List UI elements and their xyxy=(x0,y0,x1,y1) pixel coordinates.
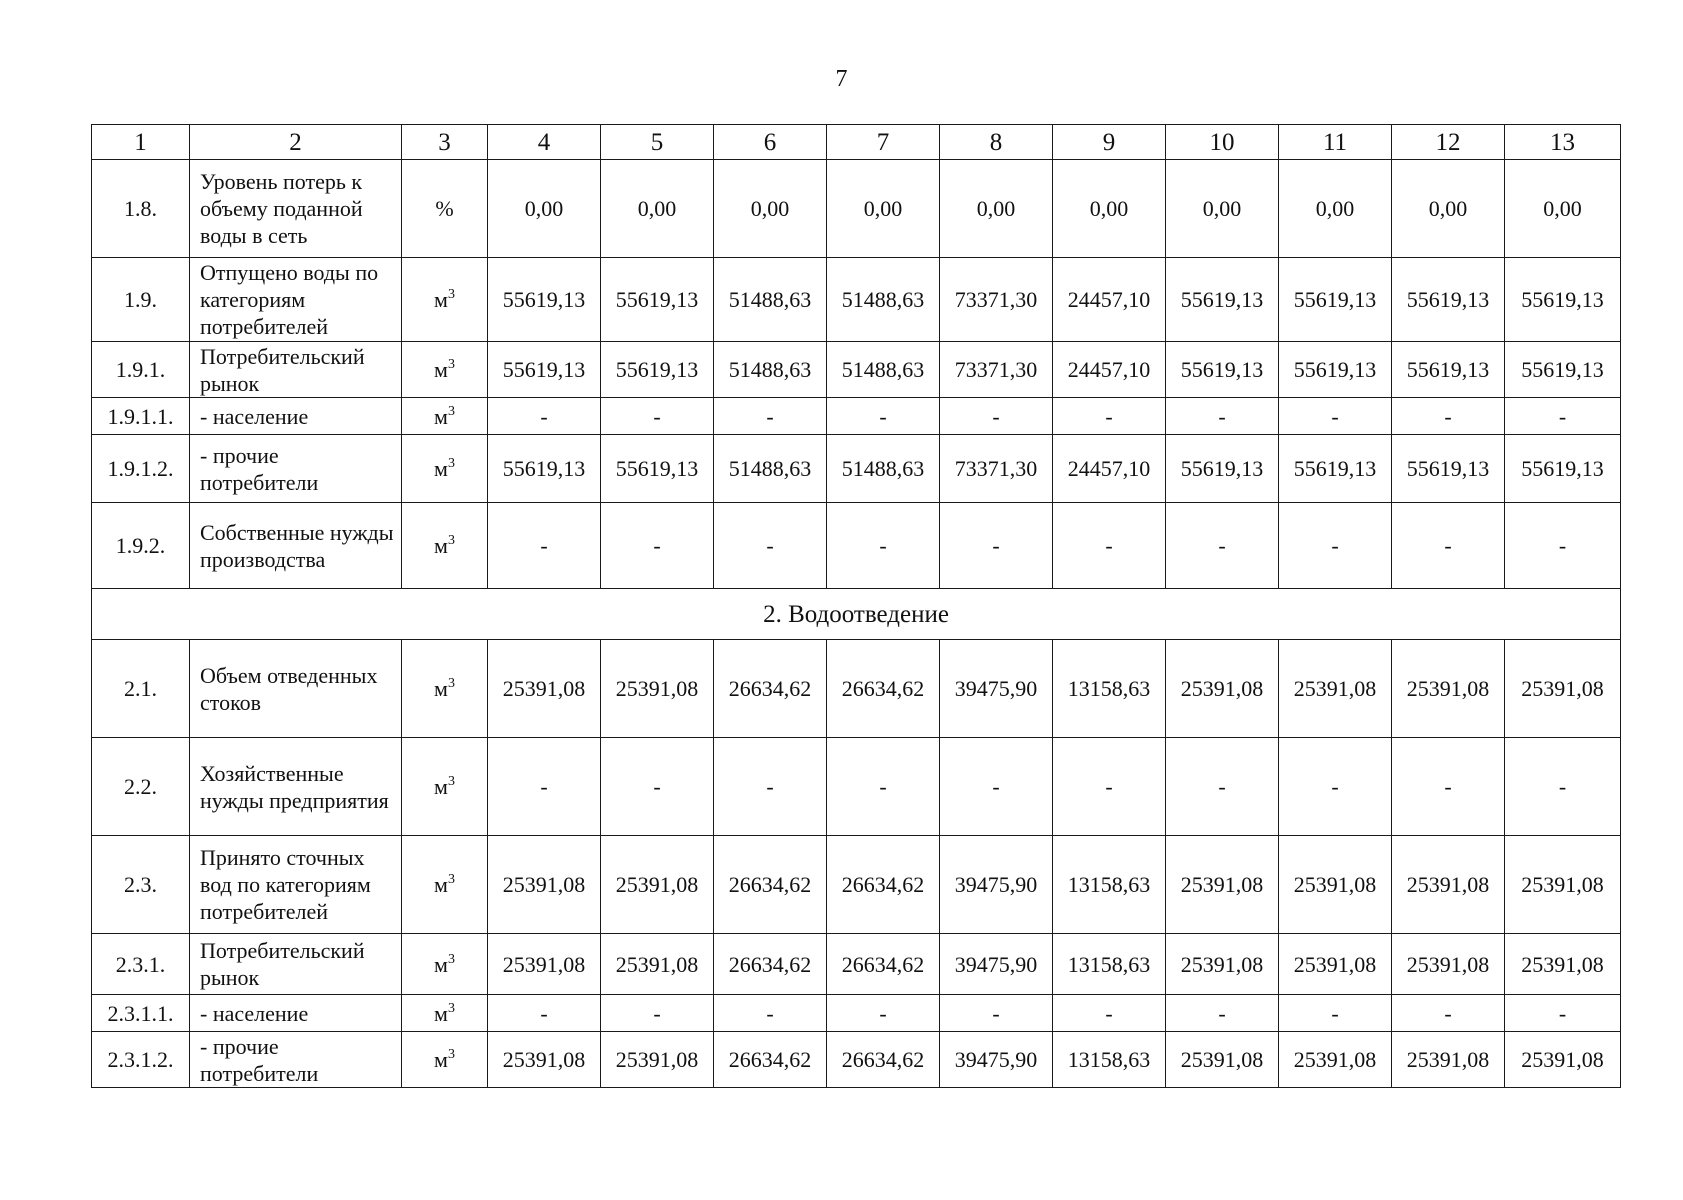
value-cell: - xyxy=(1166,503,1279,589)
unit-base: м xyxy=(434,951,448,977)
unit-exponent: 3 xyxy=(447,1047,455,1062)
value-cell: 0,00 xyxy=(714,160,827,258)
value-cell: 25391,08 xyxy=(1505,934,1621,995)
value-cell: - xyxy=(714,398,827,435)
column-number: 5 xyxy=(601,125,714,160)
value-cell: - xyxy=(940,738,1053,836)
value-cell: - xyxy=(1166,398,1279,435)
value-cell: - xyxy=(1166,995,1279,1032)
column-number: 11 xyxy=(1279,125,1392,160)
value-cell: - xyxy=(1053,503,1166,589)
row-code: 2.1. xyxy=(92,640,190,738)
value-cell: 13158,63 xyxy=(1053,1032,1166,1088)
row-code: 2.3.1.1. xyxy=(92,995,190,1032)
value-cell: 25391,08 xyxy=(601,1032,714,1088)
value-cell: 13158,63 xyxy=(1053,640,1166,738)
value-cell: - xyxy=(1505,738,1621,836)
unit-base: м xyxy=(434,456,448,481)
table-row xyxy=(92,398,1621,435)
unit-exponent: 3 xyxy=(447,456,455,471)
indicator-name: Уровень потерь к объему поданной воды в сеть xyxy=(190,160,402,258)
value-cell: 24457,10 xyxy=(1053,258,1166,342)
value-cell: - xyxy=(827,503,940,589)
value-cell: 0,00 xyxy=(1392,160,1505,258)
value-cell: 25391,08 xyxy=(1166,1032,1279,1088)
table-body xyxy=(92,125,1621,1088)
value-cell: 0,00 xyxy=(940,160,1053,258)
value-cell: 25391,08 xyxy=(1392,640,1505,738)
unit-cell xyxy=(402,435,488,503)
value-cell: 25391,08 xyxy=(601,640,714,738)
value-cell: - xyxy=(1053,738,1166,836)
value-cell: - xyxy=(1505,503,1621,589)
column-number: 4 xyxy=(488,125,601,160)
value-cell: 13158,63 xyxy=(1053,934,1166,995)
value-cell: 25391,08 xyxy=(1505,640,1621,738)
value-cell: 25391,08 xyxy=(1279,1032,1392,1088)
value-cell: 25391,08 xyxy=(488,934,601,995)
row-code: 1.8. xyxy=(92,160,190,258)
column-number: 13 xyxy=(1505,125,1621,160)
table-row xyxy=(92,342,1621,398)
value-cell: 39475,90 xyxy=(940,1032,1053,1088)
value-cell: 25391,08 xyxy=(1166,836,1279,934)
value-cell: 51488,63 xyxy=(714,342,827,398)
value-cell: - xyxy=(827,995,940,1032)
row-code: 2.3.1. xyxy=(92,934,190,995)
table-row xyxy=(92,1032,1621,1088)
indicator-name: Потребительский рынок xyxy=(190,934,402,995)
value-cell: 55619,13 xyxy=(1166,342,1279,398)
value-cell: - xyxy=(1053,995,1166,1032)
value-cell: 73371,30 xyxy=(940,435,1053,503)
value-cell: 25391,08 xyxy=(1279,640,1392,738)
page-number: 7 xyxy=(835,66,848,92)
value-cell: 0,00 xyxy=(1053,160,1166,258)
table-row xyxy=(92,738,1621,836)
row-code: 2.3.1.2. xyxy=(92,1032,190,1088)
value-cell: 25391,08 xyxy=(1392,836,1505,934)
value-cell: 55619,13 xyxy=(1392,258,1505,342)
unit-cell xyxy=(402,934,488,995)
value-cell: 0,00 xyxy=(488,160,601,258)
value-cell: 55619,13 xyxy=(488,435,601,503)
indicator-name: - население xyxy=(190,398,402,435)
value-cell: - xyxy=(1279,738,1392,836)
indicator-name: Собственные нужды производства xyxy=(190,503,402,589)
value-cell: 25391,08 xyxy=(1166,934,1279,995)
value-cell: - xyxy=(1279,398,1392,435)
unit-base: м xyxy=(434,533,448,558)
value-cell: - xyxy=(827,398,940,435)
row-code: 1.9.1.1. xyxy=(92,398,190,435)
column-number: 9 xyxy=(1053,125,1166,160)
value-cell: 25391,08 xyxy=(601,836,714,934)
unit-cell xyxy=(402,738,488,836)
table-row xyxy=(92,503,1621,589)
value-cell: - xyxy=(714,738,827,836)
value-cell: 24457,10 xyxy=(1053,435,1166,503)
table-row xyxy=(92,435,1621,503)
value-cell: 25391,08 xyxy=(1392,934,1505,995)
unit-base: м xyxy=(434,1000,448,1026)
value-cell: 39475,90 xyxy=(940,640,1053,738)
value-cell: 55619,13 xyxy=(1166,435,1279,503)
value-cell: 55619,13 xyxy=(488,342,601,398)
value-cell: - xyxy=(1392,398,1505,435)
value-cell: 26634,62 xyxy=(714,934,827,995)
value-cell: - xyxy=(940,503,1053,589)
value-cell: 25391,08 xyxy=(1166,640,1279,738)
value-cell: - xyxy=(488,995,601,1032)
row-code: 1.9.2. xyxy=(92,503,190,589)
indicator-name: Отпущено воды по категориям потребителей xyxy=(190,258,402,342)
unit-exponent: 3 xyxy=(447,676,455,691)
section-row xyxy=(92,589,1621,640)
value-cell: - xyxy=(714,503,827,589)
unit-exponent: 3 xyxy=(447,403,455,419)
unit-exponent: 3 xyxy=(447,287,455,302)
value-cell: 55619,13 xyxy=(1279,258,1392,342)
value-cell: 0,00 xyxy=(1279,160,1392,258)
unit-exponent: 3 xyxy=(447,774,455,789)
section-title: 2. Водоотведение xyxy=(92,589,1621,640)
value-cell: 51488,63 xyxy=(827,435,940,503)
value-cell: - xyxy=(601,503,714,589)
value-cell: 55619,13 xyxy=(1505,258,1621,342)
unit-cell xyxy=(402,836,488,934)
unit-base: м xyxy=(434,872,448,897)
column-number: 8 xyxy=(940,125,1053,160)
unit-exponent: 3 xyxy=(447,872,455,887)
unit-cell xyxy=(402,258,488,342)
value-cell: 26634,62 xyxy=(827,1032,940,1088)
value-cell: - xyxy=(1166,738,1279,836)
value-cell: - xyxy=(601,995,714,1032)
unit-cell xyxy=(402,995,488,1032)
column-number: 1 xyxy=(92,125,190,160)
indicator-name: Принято сточных вод по категориям потребителей xyxy=(190,836,402,934)
table-row xyxy=(92,640,1621,738)
unit-exponent: 3 xyxy=(447,951,455,967)
value-cell: 26634,62 xyxy=(827,836,940,934)
unit-exponent: 3 xyxy=(447,1000,455,1016)
column-number-row xyxy=(92,125,1621,160)
value-cell: 26634,62 xyxy=(714,1032,827,1088)
value-cell: - xyxy=(601,398,714,435)
value-cell: 26634,62 xyxy=(714,836,827,934)
value-cell: 73371,30 xyxy=(940,342,1053,398)
value-cell: 73371,30 xyxy=(940,258,1053,342)
unit-cell: % xyxy=(402,160,488,258)
value-cell: - xyxy=(940,995,1053,1032)
row-code: 2.2. xyxy=(92,738,190,836)
value-cell: 55619,13 xyxy=(1279,342,1392,398)
column-number: 12 xyxy=(1392,125,1505,160)
value-cell: 25391,08 xyxy=(1505,1032,1621,1088)
value-cell: 24457,10 xyxy=(1053,342,1166,398)
table-row xyxy=(92,160,1621,258)
value-cell: 0,00 xyxy=(1505,160,1621,258)
unit-base: м xyxy=(434,287,448,312)
value-cell: 25391,08 xyxy=(488,640,601,738)
value-cell: - xyxy=(1392,503,1505,589)
value-cell: 26634,62 xyxy=(714,640,827,738)
value-cell: - xyxy=(488,738,601,836)
value-cell: 55619,13 xyxy=(1279,435,1392,503)
value-cell: 55619,13 xyxy=(601,342,714,398)
value-cell: 55619,13 xyxy=(1392,342,1505,398)
indicator-name: Хозяйственные нужды предприятия xyxy=(190,738,402,836)
value-cell: 25391,08 xyxy=(1279,836,1392,934)
unit-base: м xyxy=(434,676,448,701)
value-cell: 26634,62 xyxy=(827,640,940,738)
value-cell: - xyxy=(1392,738,1505,836)
value-cell: - xyxy=(1505,995,1621,1032)
row-code: 1.9. xyxy=(92,258,190,342)
unit-base: м xyxy=(434,403,448,429)
value-cell: 55619,13 xyxy=(601,258,714,342)
indicator-name: Объем отведенных стоков xyxy=(190,640,402,738)
value-cell: 55619,13 xyxy=(488,258,601,342)
value-cell: - xyxy=(940,398,1053,435)
value-cell: 25391,08 xyxy=(1505,836,1621,934)
value-cell: 0,00 xyxy=(601,160,714,258)
value-cell: - xyxy=(1279,503,1392,589)
value-cell: 55619,13 xyxy=(1166,258,1279,342)
value-cell: - xyxy=(601,738,714,836)
value-cell: 25391,08 xyxy=(1279,934,1392,995)
value-cell: - xyxy=(488,398,601,435)
column-number: 2 xyxy=(190,125,402,160)
unit-cell xyxy=(402,398,488,435)
column-number: 6 xyxy=(714,125,827,160)
table-row xyxy=(92,258,1621,342)
value-cell: - xyxy=(1392,995,1505,1032)
value-cell: 51488,63 xyxy=(827,342,940,398)
value-cell: 25391,08 xyxy=(488,836,601,934)
unit-exponent: 3 xyxy=(447,533,455,548)
value-cell: 25391,08 xyxy=(601,934,714,995)
value-cell: - xyxy=(1505,398,1621,435)
value-cell: 26634,62 xyxy=(827,934,940,995)
value-cell: - xyxy=(714,995,827,1032)
value-cell: 39475,90 xyxy=(940,836,1053,934)
indicator-name: - население xyxy=(190,995,402,1032)
indicator-name: - прочие потребители xyxy=(190,1032,402,1088)
column-number: 10 xyxy=(1166,125,1279,160)
indicator-name: Потребительский рынок xyxy=(190,342,402,398)
table-row xyxy=(92,995,1621,1032)
value-cell: 13158,63 xyxy=(1053,836,1166,934)
value-cell: 55619,13 xyxy=(1505,435,1621,503)
column-number: 7 xyxy=(827,125,940,160)
unit-cell xyxy=(402,1032,488,1088)
value-cell: 0,00 xyxy=(827,160,940,258)
unit-base: м xyxy=(434,357,448,382)
value-cell: 51488,63 xyxy=(827,258,940,342)
unit-exponent: 3 xyxy=(447,357,455,372)
value-cell: 51488,63 xyxy=(714,258,827,342)
row-code: 2.3. xyxy=(92,836,190,934)
row-code: 1.9.1.2. xyxy=(92,435,190,503)
table-row xyxy=(92,836,1621,934)
unit-cell xyxy=(402,503,488,589)
column-number: 3 xyxy=(402,125,488,160)
value-cell: - xyxy=(1279,995,1392,1032)
unit-cell xyxy=(402,342,488,398)
value-cell: 55619,13 xyxy=(1392,435,1505,503)
unit-base: м xyxy=(434,774,448,799)
value-cell: - xyxy=(1053,398,1166,435)
value-cell: 55619,13 xyxy=(601,435,714,503)
value-cell: 39475,90 xyxy=(940,934,1053,995)
value-cell: 55619,13 xyxy=(1505,342,1621,398)
indicators-table xyxy=(91,124,1621,1088)
row-code: 1.9.1. xyxy=(92,342,190,398)
value-cell: 25391,08 xyxy=(488,1032,601,1088)
value-cell: - xyxy=(827,738,940,836)
value-cell: 0,00 xyxy=(1166,160,1279,258)
value-cell: - xyxy=(488,503,601,589)
unit-base: м xyxy=(434,1047,448,1072)
value-cell: 25391,08 xyxy=(1392,1032,1505,1088)
unit-cell xyxy=(402,640,488,738)
table-row xyxy=(92,934,1621,995)
indicator-name: - прочие потребители xyxy=(190,435,402,503)
value-cell: 51488,63 xyxy=(714,435,827,503)
